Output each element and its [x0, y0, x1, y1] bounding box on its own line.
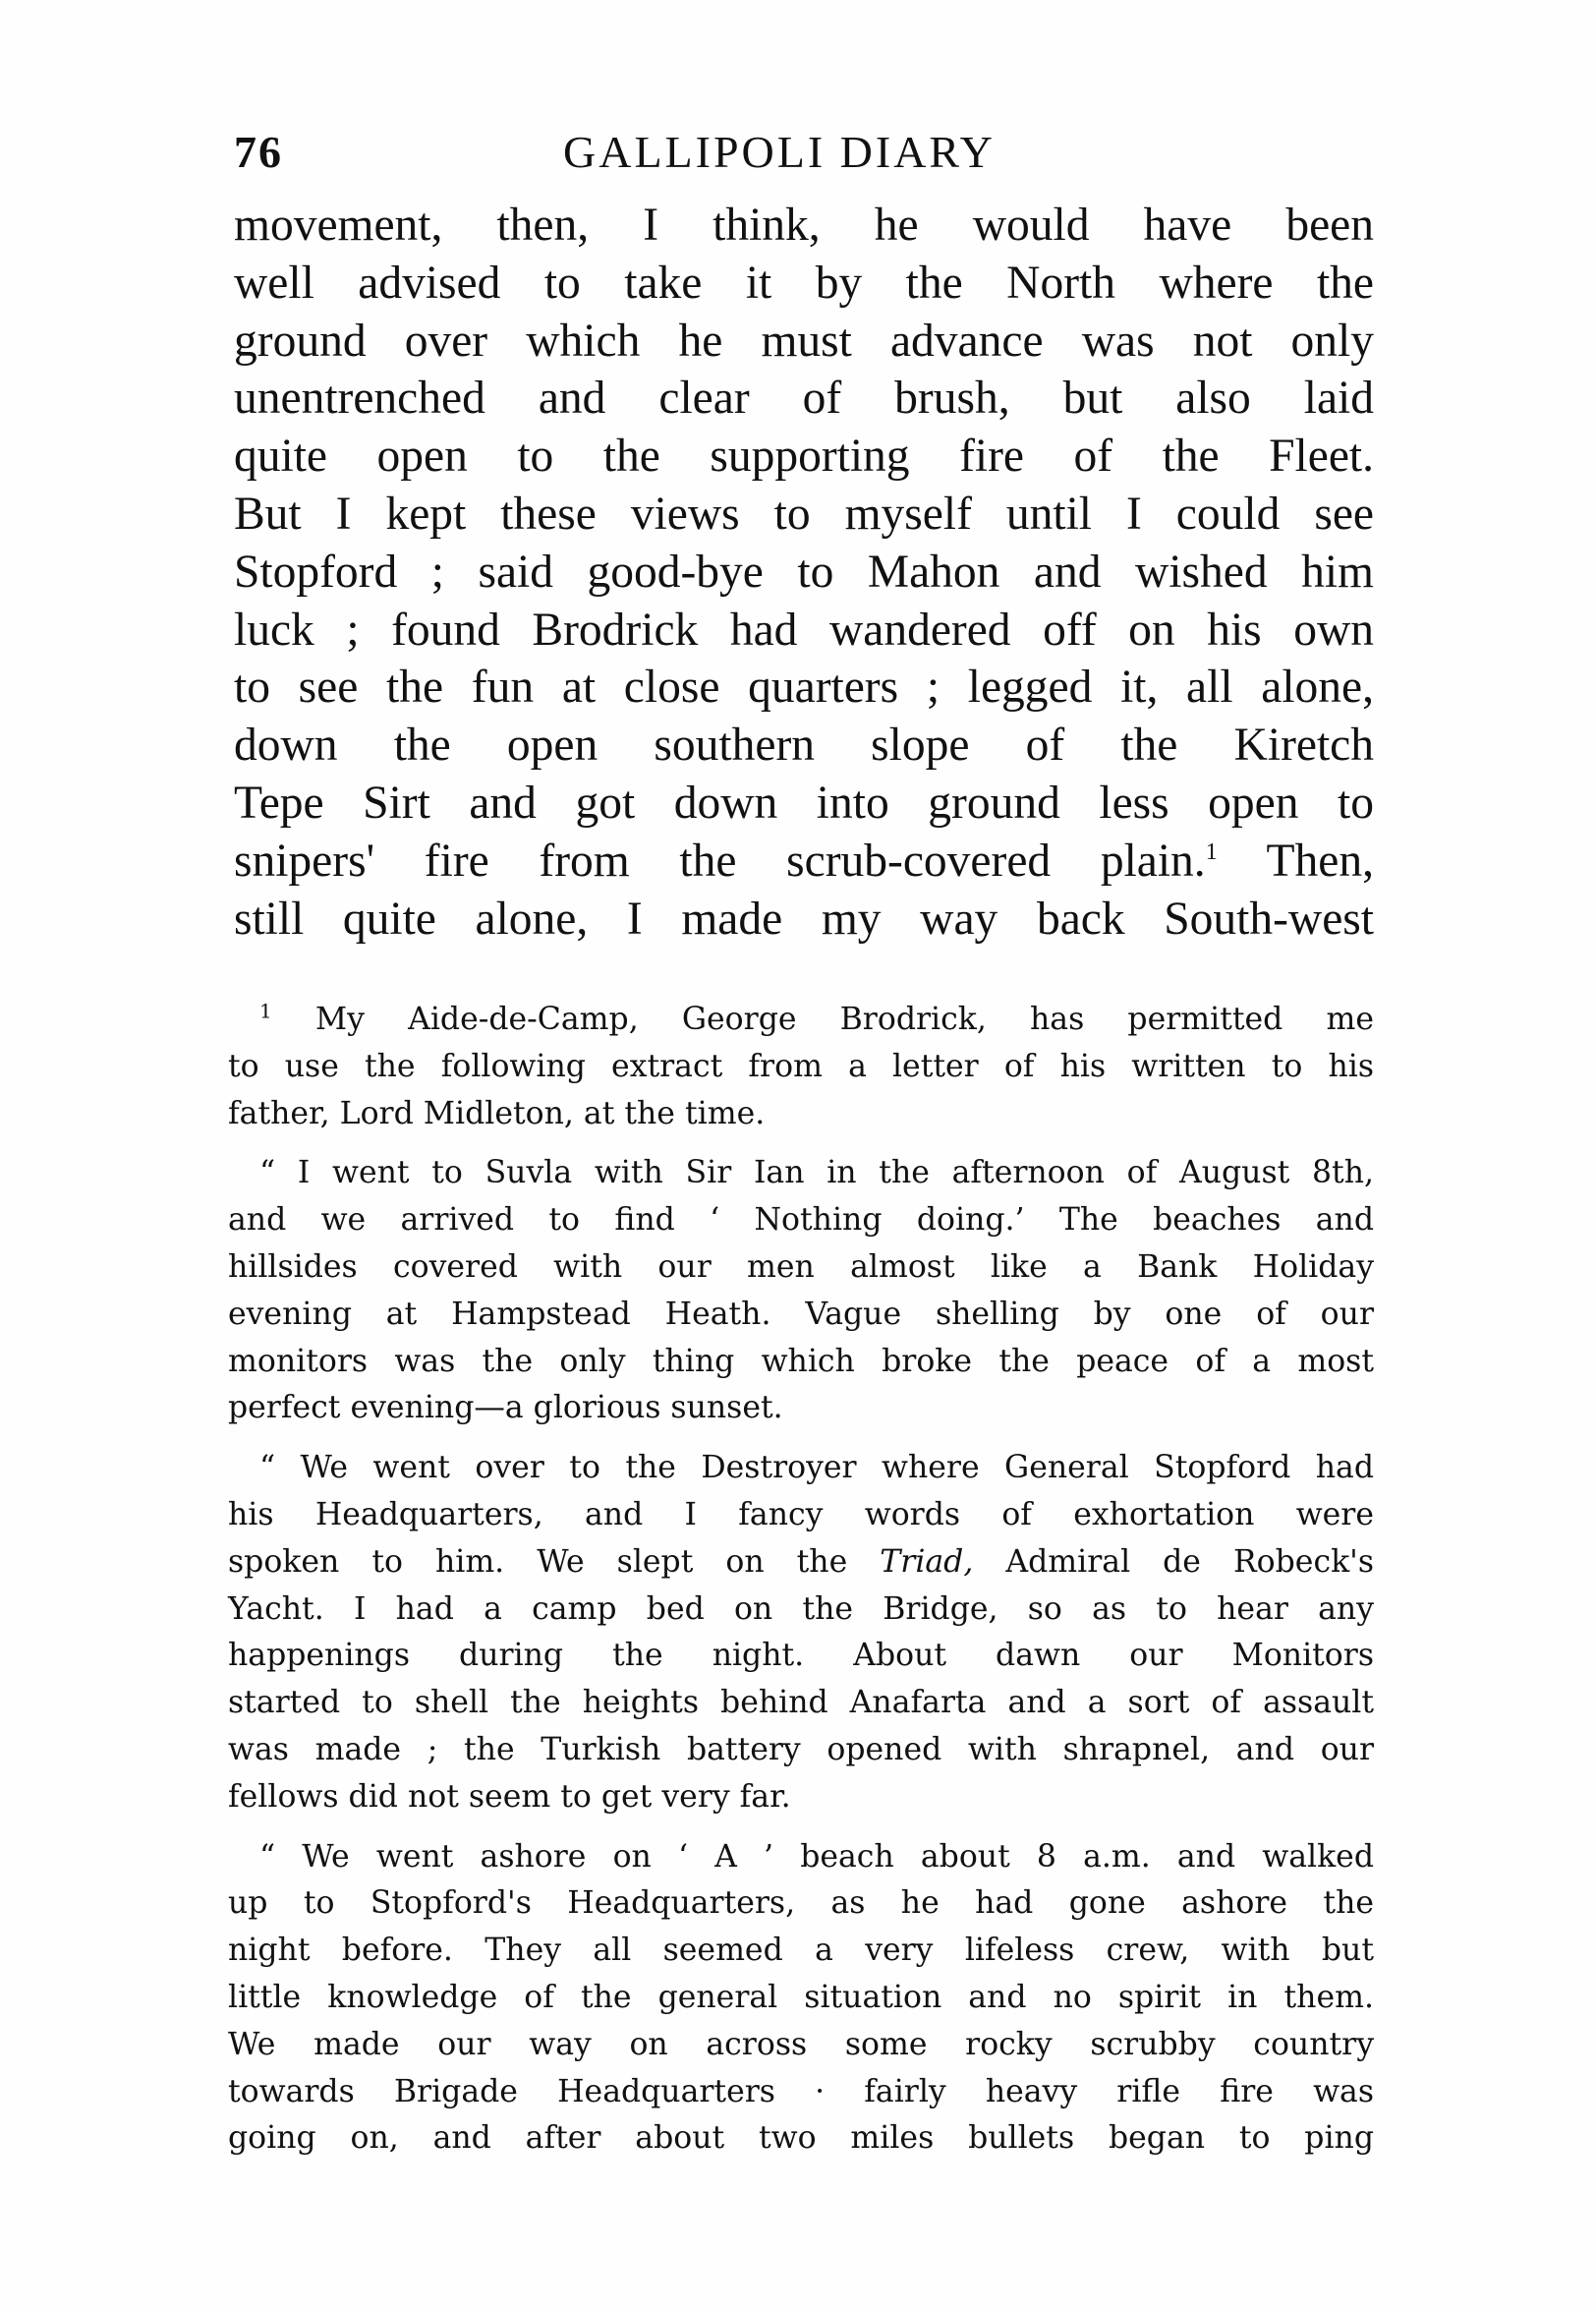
footnote-line: fellows did not seem to get very far. [228, 1778, 791, 1815]
footnote-line: towards Brigade Headquarters · fairly heavy rifle fire was [228, 2073, 1374, 2109]
footnote-line: his Headquarters, and I fancy words of exhortation were [228, 1496, 1374, 1532]
footnote-line: started to shell the heights behind Anafarta and a sort of assault [228, 1685, 1374, 1721]
text-segment: snipers' fire from the scrub-covered plain. [234, 835, 1206, 887]
footnote-line: monitors was the only thing which broke the peace of a most [228, 1343, 1374, 1379]
text-line: Tepe Sirt and got down into ground less open to [234, 777, 1374, 829]
footnote-line: night before. They all seemed a very lifeless crew, with but [228, 1933, 1374, 1969]
footnote-paragraph [228, 1150, 1374, 1432]
footnote-line: happenings during the night. About dawn our Monitors [228, 1638, 1374, 1674]
footnote-paragraph [228, 1445, 1374, 1820]
page-header [234, 126, 1374, 185]
text-line: down the open southern slope of the Kiretch [234, 720, 1374, 772]
text-line: ground over which he must advance was not only [234, 315, 1374, 367]
main-text [234, 197, 1374, 948]
text-line [234, 833, 1374, 891]
footnote-line: father, Lord Midleton, at the time. [228, 1095, 766, 1131]
footnote-line: hillsides covered with our men almost like a Bank Holiday [228, 1248, 1374, 1285]
footnote-line: “ We went over to the Destroyer where General Stopford had [259, 1450, 1374, 1486]
text-line: still quite alone, I made my way back South-west [234, 893, 1374, 945]
footnote-line: little knowledge of the general situation and no spirit in them. [228, 1979, 1374, 2015]
footnote-line: Yacht. I had a camp bed on the Bridge, so as to hear any [228, 1590, 1374, 1627]
footnote-paragraph [228, 1834, 1374, 2164]
footnote-line: evening at Hampstead Heath. Vague shelling by one of our [228, 1296, 1374, 1332]
text-line: Stopford ; said good-bye to Mahon and wished him [234, 546, 1374, 598]
footnote-line: up to Stopford's Headquarters, as he had gone ashore the [228, 1885, 1374, 1922]
footnote-line: was made ; the Turkish battery opened with shrapnel, and our [228, 1731, 1374, 1767]
ship-name: Triad, [880, 1543, 974, 1580]
footnote-paragraph [228, 997, 1374, 1137]
footnote-marker: 1 [259, 999, 272, 1023]
text-line: But I kept these views to myself until I could see [234, 488, 1374, 540]
footnote-line [228, 1539, 1374, 1587]
text-line: quite open to the supporting fire of the Fleet. [234, 431, 1374, 483]
footnote [228, 997, 1374, 2175]
text-segment: My Aide-de-Camp, George Brodrick, has permitted me [271, 1002, 1374, 1037]
text-line: unentrenched and clear of brush, but also laid [234, 373, 1374, 425]
footnote-line: perfect evening—a glorious sunset. [228, 1390, 783, 1426]
footnote-line: “ I went to Suvla with Sir Ian in the afternoon of August 8th, [259, 1155, 1374, 1191]
footnote-reference: 1 [1205, 838, 1218, 865]
text-line: well advised to take it by the North where the [234, 257, 1374, 309]
running-title: GALLIPOLI DIARY [563, 127, 996, 177]
footnote-line: to use the following extract from a letter of his written to his [228, 1048, 1374, 1084]
page-number: 76 [234, 127, 283, 177]
footnote-line: We made our way on across some rocky scrubby country [228, 2026, 1374, 2062]
text-segment: Then, [1217, 835, 1374, 887]
text-segment: spoken to him. We slept on the [228, 1543, 881, 1580]
text-line: movement, then, I think, he would have been [234, 200, 1374, 251]
footnote-line [228, 997, 1374, 1044]
text-line: to see the fun at close quarters ; legged it, all alone, [234, 662, 1374, 714]
footnote-line: “ We went ashore on ‘ A ’ beach about 8 a.m. and walked [259, 1838, 1374, 1875]
text-segment: Admiral de Robeck's [973, 1543, 1375, 1580]
footnote-line: and we arrived to find ‘ Nothing doing.’ The beaches and [228, 1202, 1374, 1239]
footnote-line: going on, and after about two miles bullets began to ping [228, 2120, 1374, 2157]
text-line: luck ; found Brodrick had wandered off on his own [234, 604, 1374, 656]
